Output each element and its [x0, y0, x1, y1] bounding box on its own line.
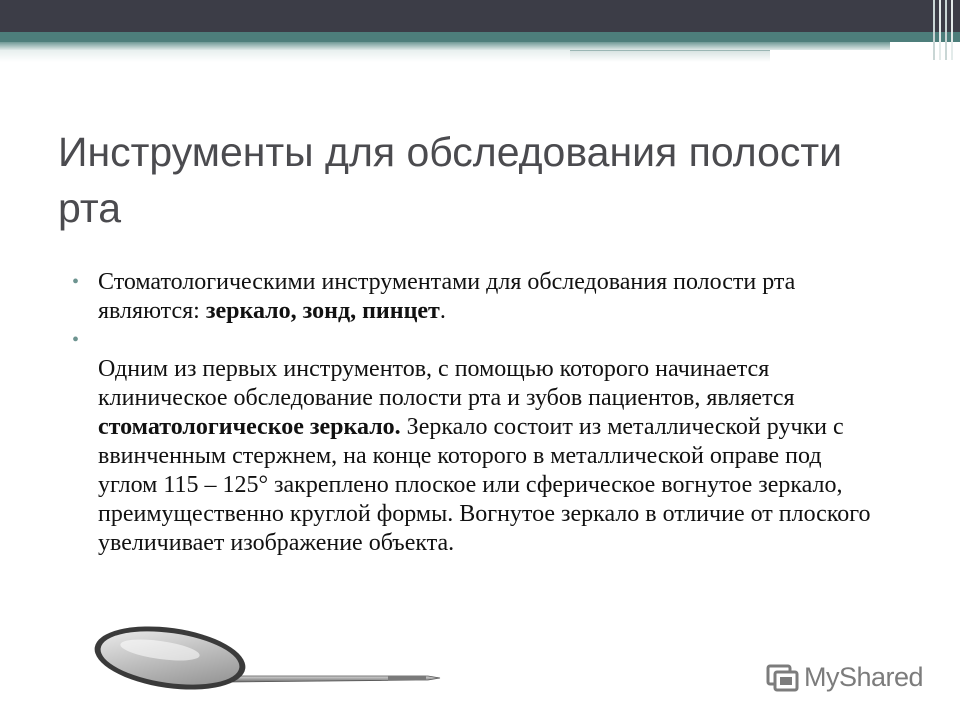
dental-mirror-icon	[88, 620, 448, 720]
bullet-text: Стоматологическими инструментами для обследования полости рта являются:	[98, 269, 796, 324]
bullet-blank-line	[98, 326, 872, 355]
bullet-marker: •	[72, 329, 80, 351]
bullet-bold-text: зеркало, зонд, пинцет	[205, 298, 440, 324]
bullet-text: Одним из первых инструментов, с помощью которого начинается клиническое обследование полости рта и зубов пациентов, является	[98, 356, 795, 411]
bullet-item	[72, 268, 872, 326]
slide-accent-bar	[0, 32, 960, 42]
bullet-text-end: Зеркало состоит из металлической ручки с ввинченным стержнем, на конце которого в металлической оправе под углом 115 – 125° закреплено плоское или сферическое вогнутое зеркало, преимущественно круглой формы. Вогнутое зеркало в отличие от плоского увеличивает изображение объекта.	[98, 414, 871, 556]
bullet-list	[72, 268, 872, 558]
bullet-item	[72, 326, 872, 558]
corner-lines-decor	[928, 0, 960, 60]
slide-top-bar	[0, 0, 960, 32]
slide-title: Инструменты для обследования полости рта	[58, 129, 843, 231]
bullet-bold-text: стоматологическое зеркало.	[98, 414, 401, 440]
bullet-text-end: .	[439, 298, 446, 324]
watermark	[766, 660, 923, 694]
slide-decor-stripe-left	[0, 50, 570, 62]
myshared-logo-icon	[766, 662, 800, 692]
slide-decor-stripe-right	[570, 50, 770, 62]
slide-decor-stripe	[0, 42, 890, 50]
watermark-text: MyShared	[804, 661, 924, 692]
bullet-marker: •	[72, 271, 80, 293]
